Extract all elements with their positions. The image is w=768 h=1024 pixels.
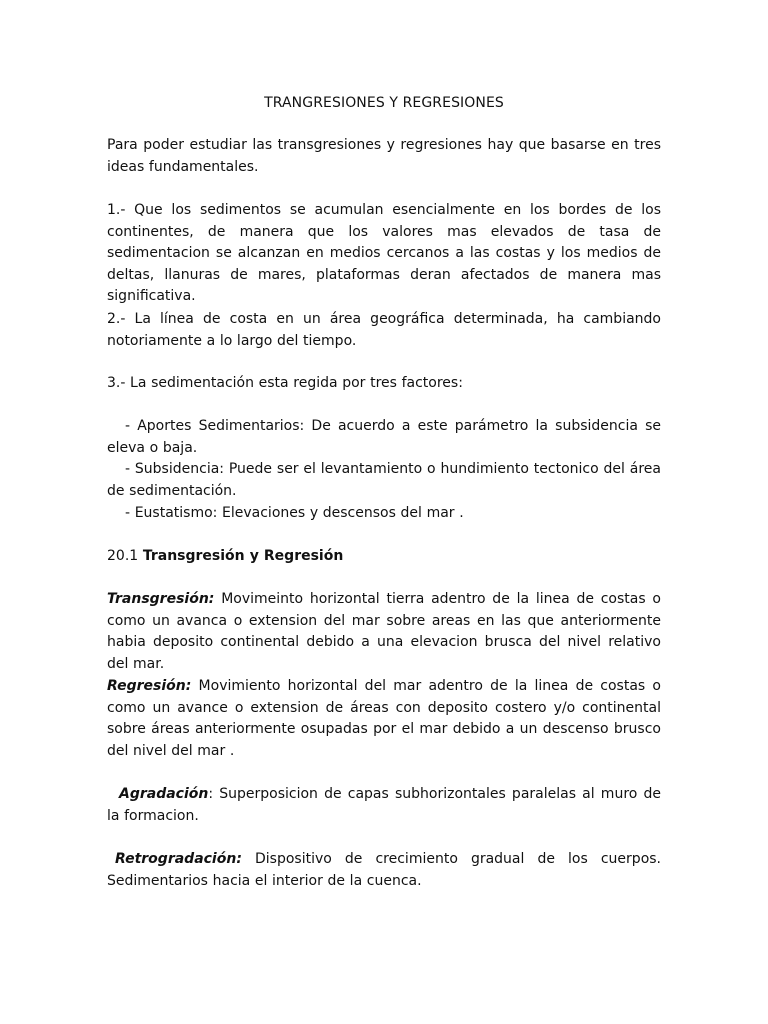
section-number: 20.1: [107, 548, 139, 564]
point-2-paragraph: 2.- La línea de costa en un área geográfica determinada, ha cambiando notoriamente a lo largo del tiempo.: [107, 311, 661, 349]
agradacion-definition: [107, 784, 661, 827]
regresion-definition: [107, 676, 661, 762]
transgresion-text: Movimeinto horizontal tierra adentro de la linea de costas o como un avanca o extension del mar sobre areas en las que anteriormente habia deposito continental debido a una elevacion brusca del nivel relativo del mar.: [107, 591, 661, 672]
retrogradacion-text: Dispositivo de crecimiento gradual de los cuerpos. Sedimentarios hacia el interior de la cuenca.: [107, 851, 661, 889]
retrogradacion-term: Retrogradación:: [115, 851, 242, 867]
intro-paragraph: Para poder estudiar las transgresiones y regresiones hay que basarse en tres ideas fundamentales.: [107, 137, 661, 175]
agradacion-text: : Superposicion de capas subhorizontales paralelas al muro de la formacion.: [107, 786, 661, 824]
retrogradacion-definition: [107, 849, 661, 892]
point-1-paragraph: 1.- Que los sedimentos se acumulan esencialmente en los bordes de los continentes, de manera que los valores mas elevados de tasa de sedimentacion se alcanzan en medios cercanos a las costas y los medios de deltas, llanuras de mares, plataformas deran afectados de manera mas significativa.: [107, 202, 661, 305]
transgresion-term: Transgresión:: [107, 591, 215, 607]
agradacion-term: Agradación: [119, 786, 209, 802]
factor-subsidencia-item: - Subsidencia: Puede ser el levantamiento o hundimiento tectonico del área de sedimentación.: [107, 461, 661, 499]
regresion-term: Regresión:: [107, 678, 192, 694]
section-title: Transgresión y Regresión: [142, 548, 344, 564]
section-heading: [107, 546, 661, 568]
point-3-paragraph: 3.- La sedimentación esta regida por tres factores:: [107, 375, 463, 391]
transgresion-definition: [107, 589, 661, 675]
factor-aportes-item: - Aportes Sedimentarios: De acuerdo a este parámetro la subsidencia se eleva o baja.: [107, 418, 661, 456]
document-title: TRANGRESIONES Y REGRESIONES: [264, 95, 504, 111]
regresion-text: Movimiento horizontal del mar adentro de la linea de costas o como un avance o extension de áreas con deposito costero y/o continental sobre áreas anteriormente osupadas por el mar debido a un descenso brusco del nivel del mar .: [107, 678, 661, 759]
factor-eustatismo-item: - Eustatismo: Elevaciones y descensos del mar .: [125, 505, 464, 521]
